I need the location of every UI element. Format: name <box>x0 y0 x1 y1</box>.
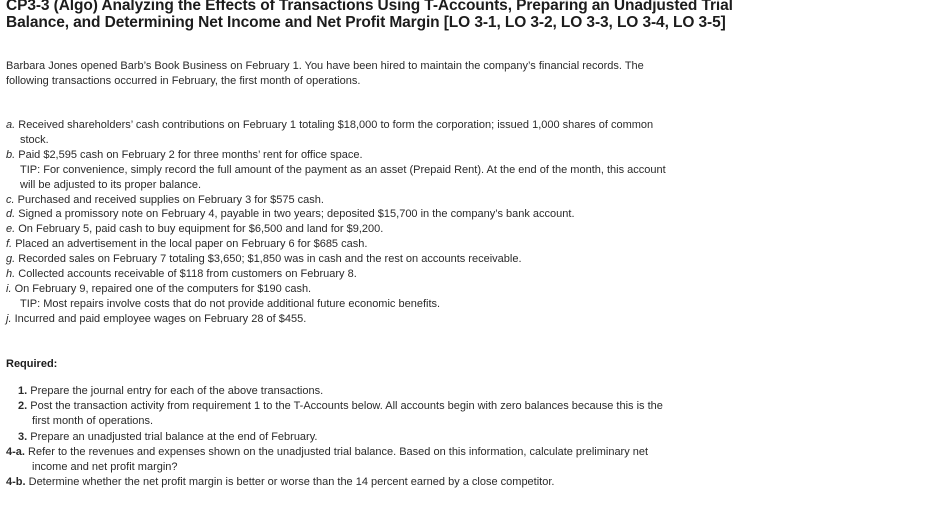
transaction-label: d. <box>6 208 16 221</box>
transaction-line <box>6 207 575 222</box>
transaction-text: On February 5, paid cash to buy equipment for $6,500 and land for $9,200. <box>18 223 384 236</box>
transaction-text: TIP: Most repairs involve costs that do not provide additional future economic benefits. <box>20 297 441 310</box>
intro-line-1: Barbara Jones opened Barb’s Book Business on February 1. You have been hired to maintain the company’s financial records. The <box>6 60 644 72</box>
required-item <box>6 475 554 490</box>
required-item-text: Refer to the revenues and expenses shown on the unadjusted trial balance. Based on this information, calculate preliminary net <box>28 445 649 458</box>
required-item <box>18 399 663 414</box>
required-item-number: 2. <box>18 400 28 413</box>
transaction-line <box>6 148 363 163</box>
transaction-line <box>20 133 49 148</box>
required-item-text: Prepare the journal entry for each of the above transactions. <box>30 385 324 397</box>
transaction-text: will be adjusted to its proper balance. <box>20 178 201 191</box>
required-item-number: 3. <box>18 430 28 443</box>
transaction-text: Collected accounts receivable of $118 from customers on February 8. <box>18 268 357 280</box>
required-item-number: 4-b. <box>6 476 26 489</box>
transaction-line <box>6 222 383 237</box>
problem-title-line-1: CP3-3 (Algo) Analyzing the Effects of Transactions Using T-Accounts, Preparing an Unadjusted Trial <box>6 0 733 14</box>
required-item-number: 1. <box>18 385 28 397</box>
required-item <box>32 460 178 475</box>
transaction-label: e. <box>6 223 16 236</box>
transaction-text: Paid $2,595 cash on February 2 for three months’ rent for office space. <box>18 148 363 161</box>
transaction-text: Placed an advertisement in the local paper on February 6 for $685 cash. <box>15 238 368 251</box>
transaction-label: j. <box>6 312 12 325</box>
transaction-label: b. <box>6 148 16 161</box>
transaction-text: Received shareholders’ cash contributions on February 1 totaling $18,000 to form the corporation; issued 1,000 shares of common <box>18 119 654 131</box>
transaction-label: c. <box>6 193 15 206</box>
required-item <box>6 445 648 460</box>
required-item <box>18 384 323 399</box>
transaction-line <box>6 237 367 252</box>
transaction-line <box>20 163 666 178</box>
transaction-text: On February 9, repaired one of the computers for $190 cash. <box>14 282 312 295</box>
required-item <box>32 414 153 429</box>
required-item-text: income and net profit margin? <box>32 461 178 473</box>
required-item-text: Prepare an unadjusted trial balance at the end of February. <box>30 430 318 443</box>
required-item-text: Determine whether the net profit margin is better or worse than the 14 percent earned by a close competitor. <box>28 476 555 489</box>
required-item-text: Post the transaction activity from requirement 1 to the T-Accounts below. All accounts begin with zero balances because this is the <box>30 400 663 413</box>
transaction-label: a. <box>6 119 16 131</box>
transaction-line <box>6 267 357 282</box>
transaction-line <box>6 118 653 133</box>
transaction-label: g. <box>6 253 16 266</box>
transaction-text: Incurred and paid employee wages on February 28 of $455. <box>14 312 307 325</box>
intro-line-2: following transactions occurred in February, the first month of operations. <box>6 75 361 87</box>
problem-title-line-2: Balance, and Determining Net Income and Net Profit Margin [LO 3-1, LO 3-2, LO 3-3, LO 3-4, LO 3-5] <box>6 14 726 31</box>
transaction-line <box>6 252 522 267</box>
required-heading: Required: <box>6 358 58 370</box>
transaction-text: TIP: For convenience, simply record the full amount of the payment as an asset (Prepaid Rent). At the end of the month, this account <box>20 163 666 176</box>
transaction-line <box>20 297 440 312</box>
transaction-text: Purchased and received supplies on February 3 for $575 cash. <box>17 193 324 206</box>
transaction-text: Recorded sales on February 7 totaling $3,650; $1,850 was in cash and the rest on accounts receivable. <box>18 253 522 266</box>
transaction-line <box>20 178 201 193</box>
transaction-line <box>6 312 306 327</box>
transaction-line <box>6 282 311 297</box>
required-item <box>18 430 317 445</box>
transaction-label: f. <box>6 238 13 251</box>
transaction-label: i. <box>6 282 12 295</box>
transaction-line <box>6 193 324 208</box>
required-item-text: first month of operations. <box>32 415 154 428</box>
transaction-text: Signed a promissory note on February 4, payable in two years; deposited $15,700 in the company’s bank account. <box>18 208 575 221</box>
transaction-text: stock. <box>20 133 49 146</box>
required-item-number: 4-a. <box>6 445 25 458</box>
transaction-label: h. <box>6 268 16 280</box>
